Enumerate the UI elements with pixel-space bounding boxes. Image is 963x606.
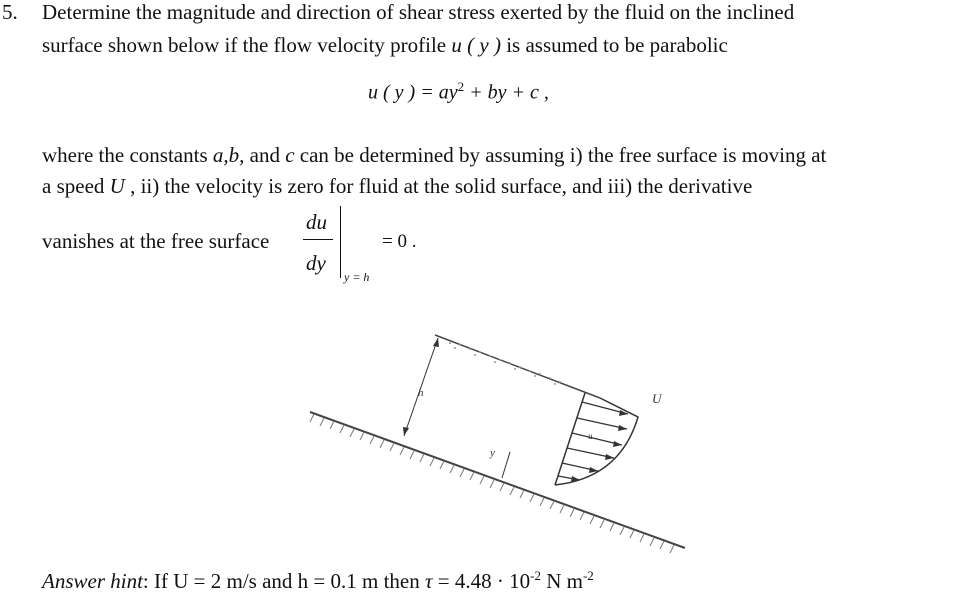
line3-and: and — [244, 143, 286, 167]
solid-surface — [310, 412, 685, 553]
label-u: u — [588, 431, 593, 441]
equation-lhs: u ( y ) = — [368, 81, 439, 104]
hint-text-mid: = 4.48 · 10 — [432, 569, 531, 593]
free-surface — [435, 335, 600, 398]
answer-hint — [42, 568, 594, 594]
problem-line-5: vanishes at the free surface — [42, 229, 270, 253]
line3-prefix: where the constants — [42, 143, 213, 167]
problem-line-1: Determine the magnitude and direction of shear stress exerted by the fluid on the inclined — [42, 0, 795, 24]
line4-var: U — [109, 174, 125, 198]
line2-suffix: is assumed to be parabolic — [500, 33, 728, 57]
line2-prefix: surface shown below if the flow velocity profile — [42, 33, 452, 57]
line3-c: c — [285, 143, 295, 167]
derivative-equals-zero: = 0 . — [382, 231, 417, 252]
equation-exponent: 2 — [457, 79, 465, 94]
evaluation-bar — [340, 206, 341, 278]
depth-dimension — [403, 338, 439, 436]
equation-a-term: ay — [438, 81, 458, 104]
label-h: h — [418, 387, 424, 399]
equation-velocity-profile — [368, 79, 549, 105]
line3-vars: a,b, — [212, 143, 245, 167]
label-y: y — [490, 447, 495, 459]
inclined-flow-figure — [300, 330, 700, 560]
velocity-profile — [555, 391, 663, 485]
y-axis-marker — [489, 447, 510, 478]
derivative-denominator: dy — [306, 251, 326, 275]
fraction-bar — [303, 239, 333, 240]
problem-line-2 — [42, 33, 728, 58]
line4-prefix: a speed — [42, 174, 110, 198]
equation-rest: + by + c , — [464, 81, 549, 104]
line3-suffix: can be determined by assuming i) the free surface is moving at — [294, 143, 827, 167]
hint-exp2: -2 — [582, 568, 594, 583]
derivative-numerator: du — [306, 210, 327, 234]
label-U: U — [652, 391, 662, 406]
line4-suffix: , ii) the velocity is zero for fluid at the solid surface, and iii) the derivative — [124, 174, 753, 198]
hint-tau: τ — [425, 569, 433, 593]
problem-line-4 — [42, 174, 752, 199]
evaluation-subscript: y = h — [344, 270, 370, 284]
hint-exp1: -2 — [530, 568, 541, 583]
velocity-profile-var: u ( y ) — [451, 33, 501, 57]
hint-label: Answer hint — [42, 569, 143, 593]
problem-line-3 — [42, 143, 826, 168]
hint-text-pre: : If U = 2 m/s and h = 0.1 m then — [142, 569, 425, 593]
problem-number: 5. — [2, 0, 18, 24]
hint-unit: N m — [540, 569, 583, 593]
